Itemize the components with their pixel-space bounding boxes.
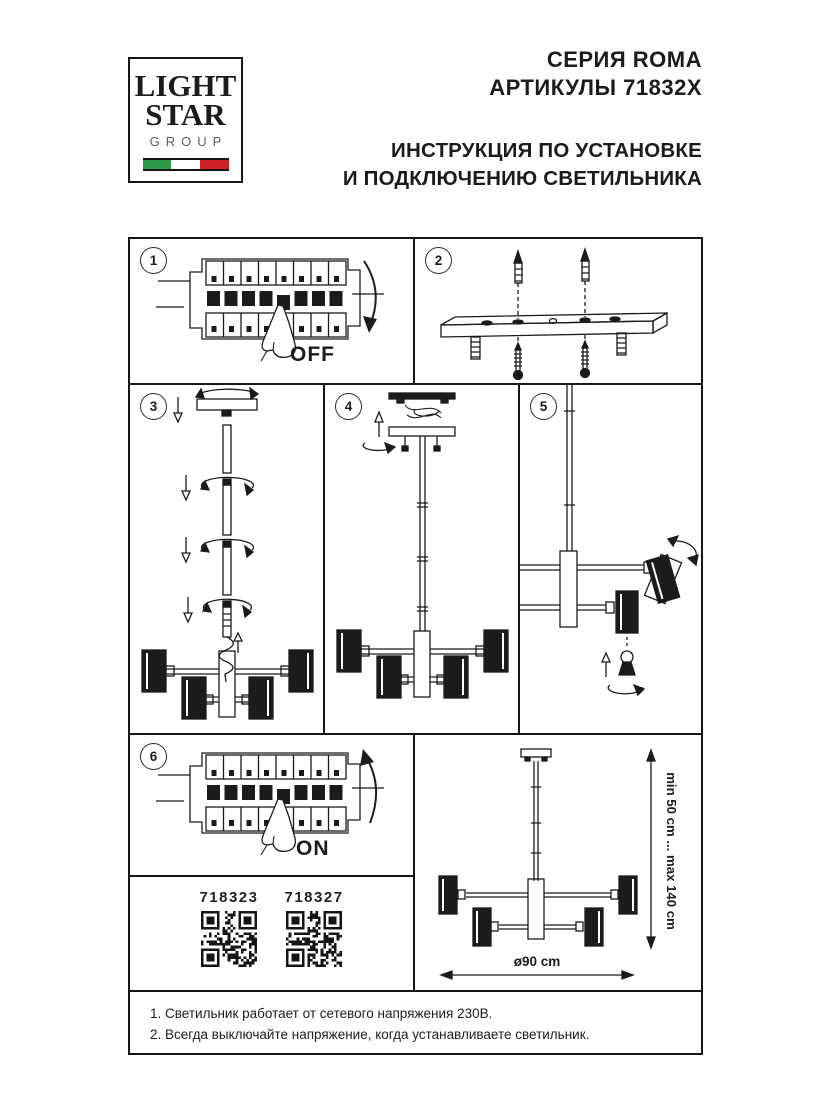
ceiling-canopy: [197, 399, 257, 410]
threaded-stud-icon: [617, 333, 626, 355]
fixture-hanging-illustration: [325, 385, 518, 733]
suspension-rod: [534, 761, 538, 881]
step-5-panel: [520, 385, 701, 735]
breaker-on-illustration: [130, 735, 413, 875]
step-number-badge: 4: [335, 393, 362, 420]
step-number-badge: 1: [140, 247, 167, 274]
step-number-badge: 2: [425, 247, 452, 274]
breaker-off-illustration: [130, 239, 413, 383]
down-arrow-icon: [174, 397, 182, 422]
diameter-dimension-arrow: [441, 971, 633, 979]
final-dimensions-panel: [415, 735, 701, 992]
ceiling-bracket: [389, 393, 455, 399]
rod-assembly-illustration: [130, 385, 323, 733]
note-line: 1. Светильник работает от сетевого напряжения 230В.: [150, 1006, 493, 1021]
wall-anchor-icon: [514, 251, 522, 283]
rotation-arrow-icon: [363, 443, 395, 453]
mounting-plate: [441, 313, 667, 337]
product-code-block: [285, 889, 344, 972]
step-2-panel: [415, 239, 701, 385]
on-label: ON: [296, 837, 330, 860]
bulb-icon: [619, 651, 635, 675]
product-code-label: 718323: [199, 889, 259, 906]
document-title: [343, 137, 702, 193]
qr-code-1: [201, 911, 257, 967]
step-4-panel: [325, 385, 520, 735]
curved-arrow-down-icon: [363, 261, 377, 333]
chandelier-fixture: [142, 650, 313, 719]
height-dimension-arrow: [647, 750, 655, 948]
step-1-panel: [130, 239, 415, 385]
product-code-label: 718327: [284, 889, 344, 906]
product-code-block: [199, 889, 258, 972]
step-number-badge: 5: [530, 393, 557, 420]
fixture-body: [528, 879, 544, 939]
up-arrow-icon: [375, 412, 383, 437]
step-3-panel: [130, 385, 325, 735]
notes-box: [130, 992, 701, 1053]
articles-subtitle: АРТИКУЛЫ 71832X: [489, 75, 702, 100]
italian-flag-stripe: [143, 158, 229, 171]
step-number-badge: 6: [140, 743, 167, 770]
title-line-2: И ПОДКЛЮЧЕНИЮ СВЕТИЛЬНИКА: [342, 167, 702, 190]
series-title: СЕРИЯ ROMA: [546, 47, 702, 72]
down-arrow-icon: [184, 597, 192, 622]
rotation-arrow-icon: [196, 388, 258, 399]
logo-word-group: GROUP: [149, 134, 228, 149]
threaded-stud-icon: [471, 337, 480, 359]
fixture-body: [560, 551, 577, 627]
qr-panel: [130, 877, 415, 992]
power-cable-squiggle: [219, 633, 242, 682]
chandelier-fixture: [337, 630, 508, 698]
off-label: OFF: [290, 343, 335, 366]
flag-red-segment: [200, 160, 229, 169]
document-header: [343, 46, 702, 193]
shade-adjustment-illustration: [520, 385, 701, 733]
ceiling-canopy: [389, 427, 455, 436]
height-range-label: min 50 cm ... max 140 cm: [664, 772, 679, 930]
flag-white-segment: [171, 160, 200, 169]
rotation-arrow-icon: [608, 685, 644, 695]
instruction-grid: [128, 237, 703, 1055]
wiring-tangle: [405, 405, 441, 418]
curved-arrow-up-icon: [360, 749, 376, 823]
assembled-chandelier-illustration: [415, 735, 701, 990]
suspension-rod: [420, 436, 425, 631]
lightstar-logo: [128, 57, 243, 183]
qr-code-2: [286, 911, 342, 967]
screw-icon: [514, 337, 523, 380]
wall-anchor-icon: [581, 249, 589, 281]
step-6-panel: [130, 735, 415, 877]
logo-word-star: STAR: [145, 97, 226, 132]
mounting-plate-illustration: [415, 239, 701, 383]
down-arrow-icon: [182, 537, 190, 562]
ceiling-canopy: [521, 749, 551, 757]
screw-icon: [581, 335, 590, 378]
step-number-badge: 3: [140, 393, 167, 420]
suspension-rod: [567, 385, 572, 551]
flag-green-segment: [143, 160, 172, 169]
up-arrow-icon: [602, 653, 610, 677]
note-line: 2. Всегда выключайте напряжение, когда устанавливаете светильник.: [150, 1027, 590, 1042]
lamp-shade: [616, 591, 638, 633]
down-arrow-icon: [182, 475, 190, 500]
diameter-label: ø90 cm: [513, 954, 561, 969]
title-line-1: ИНСТРУКЦИЯ ПО УСТАНОВКЕ: [391, 139, 702, 162]
logo-word-light: LIGHT: [134, 68, 237, 103]
